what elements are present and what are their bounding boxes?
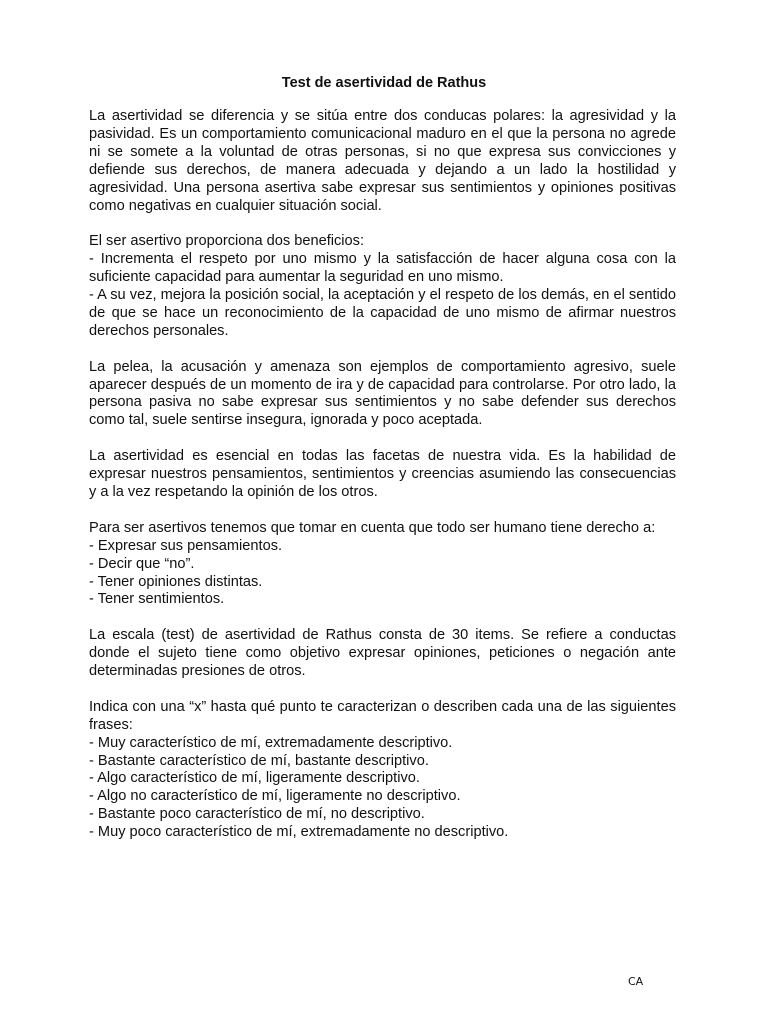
benefit-item-1: - Incrementa el respeto por uno mismo y la satisfacción de hacer alguna cosa con la suficiente capacidad para aumentar la seguridad en uno mismo. [89,251,676,286]
document-title: Test de asertividad de Rathus [281,75,487,91]
scale-option: - Muy poco característico de mí, extremadamente no descriptivo. [89,824,509,841]
paragraph-benefits [89,233,676,340]
paragraph-rathus-scale: La escala (test) de asertividad de Rathus consta de 30 items. Se refiere a conductas donde el sujeto tiene como objetivo expresar opiniones, peticiones o negación ante determinadas presiones de otros. [89,627,676,680]
rights-item: - Tener sentimientos. [89,591,225,608]
rights-intro: Para ser asertivos tenemos que tomar en cuenta que todo ser humano tiene derecho a: [89,519,656,536]
rights-item: - Decir que “no”. [89,555,195,572]
paragraph-rights [89,520,676,610]
paragraph-aggressive-passive: La pelea, la acusación y amenaza son ejemplos de comportamiento agresivo, suele aparecer después de un momento de ira y de capacidad para controlarse. Por otro lado, la persona pasiva no sabe expresar sus sentimientos y no sabe defender sus derechos como tal, suele sentirse insegura, ignorada y poco aceptada. [89,358,676,429]
benefits-intro: El ser asertivo proporciona dos beneficios: [89,233,364,250]
scale-option: - Muy característico de mí, extremadamente descriptivo. [89,734,453,751]
scale-option: - Bastante poco característico de mí, no descriptivo. [89,806,425,823]
rights-item: - Expresar sus pensamientos. [89,537,283,554]
paragraph-intro: La asertividad se diferencia y se sitúa entre dos conducas polares: la agresividad y la pasividad. Es un comportamiento comunicacional maduro en el que la persona no agrede ni se somete a la voluntad de otras personas, si no que expresa sus convicciones y defiende sus derechos, de manera adecuada y dejando a un lado la hostilidad y agresividad. Una persona asertiva sabe expresar sus sentimientos y opiniones positivas como negativas en cualquier situación social. [89,108,676,214]
scale-option: - Algo característico de mí, ligeramente descriptivo. [89,770,420,787]
benefit-item-2: - A su vez, mejora la posición social, la aceptación y el respeto de los demás, en el sentido de que se hace un reconocimiento de la capacidad de uno mismo de afirmar nuestros derechos personales. [89,287,676,339]
scale-option: - Algo no característico de mí, ligeramente no descriptivo. [89,788,461,805]
document-body [89,108,676,842]
scale-option: - Bastante característico de mí, bastante descriptivo. [89,752,429,769]
paragraph-assertiveness-essential: La asertividad es esencial en todas las facetas de nuestra vida. Es la habilidad de expresar nuestros pensamientos, sentimientos y creencias asumiendo las consecuencias y a la vez respetando la opinión de los otros. [89,448,676,500]
footer-initials: CA [628,975,644,988]
rights-item: - Tener opiniones distintas. [89,573,263,590]
paragraph-instructions [89,699,676,842]
instructions-intro: Indica con una “x” hasta qué punto te caracterizan o describen cada una de las siguientes frases: [89,698,676,733]
